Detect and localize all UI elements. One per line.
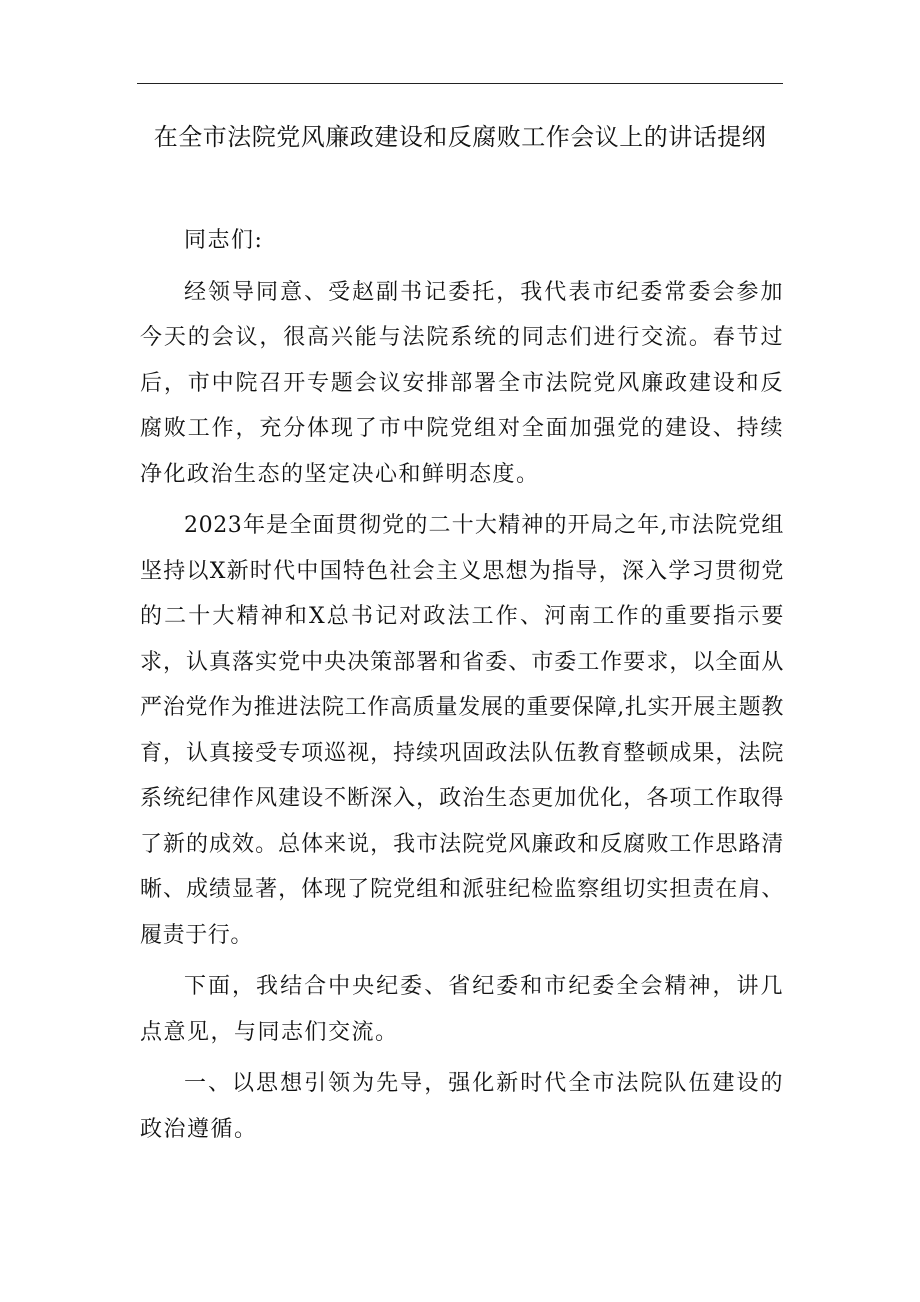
paragraph-intro: 经领导同意、受赵副书记委托，我代表市纪委常委会参加今天的会议，很高兴能与法院系统的同志们进行交流。春节过后，市中院召开专题会议安排部署全市法院党风廉政建设和反腐败工作，充分体现了市中院党组对全面加强党的建设、持续净化政治生态的坚定决心和鲜明态度。: [140, 279, 784, 487]
document-title: 在全市法院党风廉政建设和反腐败工作会议上的讲话提纲: [153, 123, 767, 151]
greeting: 同志们:: [184, 228, 264, 253]
paragraph-transition: 下面，我结合中央纪委、省纪委和市纪委全会精神，讲几点意见，与同志们交流。: [140, 974, 784, 1045]
header-rule: [137, 83, 783, 84]
document-body: [140, 218, 784, 1152]
section-heading-1: 一、以思想引领为先导，强化新时代全市法院队伍建设的政治遵循。: [140, 1071, 784, 1142]
paragraph-review: 2023年是全面贯彻党的二十大精神的开局之年,市法院党组坚持以X新时代中国特色社会主义思想为指导，深入学习贯彻党的二十大精神和X总书记对政法工作、河南工作的重要指示要求，认真落实党中央决策部署和省委、市委工作要求，以全面从严治党作为推进法院工作高质量发展的重要保障,扎实开展主题教育，认真接受专项巡视，持续巩固政法队伍教育整顿成果，法院系统纪律作风建设不断深入，政治生态更加优化，各项工作取得了新的成效。总体来说，我市法院党风廉政和反腐败工作思路清晰、成绩显著，体现了院党组和派驻纪检监察组切实担责在肩、履责于行。: [140, 513, 784, 948]
